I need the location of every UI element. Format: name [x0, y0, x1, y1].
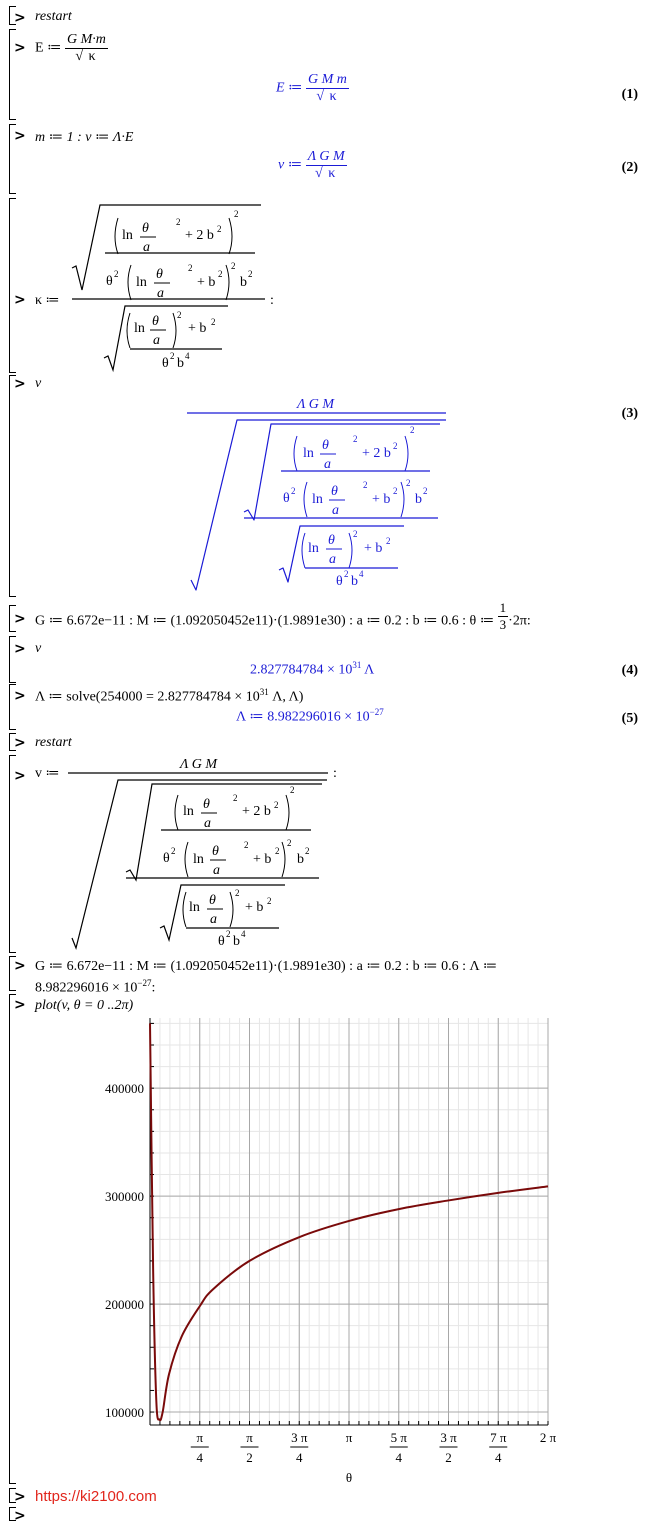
kappa-lhs: κ ≔ [35, 293, 60, 308]
svg-text:θ: θ [212, 844, 219, 859]
x-tick-label: π [196, 1430, 204, 1445]
svg-text:θ: θ [209, 893, 216, 908]
svg-text:+ 2 b: + 2 b [362, 446, 391, 461]
x-tick-label: 2 [246, 1450, 253, 1465]
svg-text:+ b: + b [372, 492, 391, 507]
svg-text:2: 2 [248, 269, 253, 279]
svg-text:b: b [297, 852, 304, 867]
svg-text:θ: θ [283, 491, 290, 506]
svg-text:θ: θ [106, 274, 113, 289]
prompt-icon[interactable]: > [14, 958, 26, 974]
x-tick-label: 2 π [539, 1430, 557, 1445]
input-v-eval[interactable]: v [35, 641, 42, 656]
svg-text:2: 2 [233, 793, 238, 803]
x-tick-label: 3 π [291, 1430, 308, 1445]
svg-text:4: 4 [185, 351, 190, 361]
svg-text:θ: θ [142, 221, 149, 236]
svg-text:2: 2 [267, 896, 272, 906]
svg-text:ln: ln [122, 228, 133, 243]
svg-text:θ: θ [156, 267, 163, 282]
svg-text:4: 4 [359, 569, 364, 579]
output-E: E ≔ $\frac{\text{G M m}}{√ \kappa}$ [276, 72, 347, 104]
svg-text:θ: θ [152, 314, 159, 329]
svg-text:θ: θ [203, 797, 210, 812]
y-tick-label: 300000 [105, 1189, 144, 1205]
prompt-icon[interactable]: > [14, 768, 26, 784]
svg-text:2: 2 [423, 486, 428, 496]
svg-text:2: 2 [353, 434, 358, 444]
input-parameters[interactable]: G ≔ 6.672e−11 : M ≔ (1.092050452e11)·(1.9891e30) : a ≔ 0.2 : b ≔ 0.6 : θ ≔ $\frac{1}{3}$ ·2π: [35, 600, 531, 632]
prompt-icon[interactable]: > [14, 735, 26, 751]
x-tick-label: 4 [296, 1450, 303, 1465]
equation-label: (2) [621, 160, 638, 175]
svg-text:a: a [210, 912, 217, 927]
prompt-icon[interactable]: > [14, 376, 26, 392]
svg-text:a: a [324, 457, 331, 472]
svg-text:2: 2 [290, 785, 295, 795]
output-v-value: $2.827784784 \times 10^{31}$ Λ [250, 660, 375, 678]
input-parameters-2[interactable]: G ≔ 6.672e−11 : M ≔ (1.092050452e11)·(1.9891e30) : a ≔ 0.2 : b ≔ 0.6 : Λ ≔ $8.982296016 \times 10^{-27}$: [35, 959, 498, 996]
equation-label: (3) [621, 406, 638, 421]
equation-label: (1) [621, 87, 638, 102]
y-tick-label: 200000 [105, 1297, 144, 1313]
svg-text:2: 2 [231, 261, 236, 271]
input-restart[interactable]: restart [35, 9, 72, 24]
x-tick-label: 4 [196, 1450, 203, 1465]
prompt-icon[interactable]: > [14, 1508, 26, 1524]
svg-text:θ: θ [331, 484, 338, 499]
svg-text:b: b [233, 934, 240, 949]
svg-text:ln: ln [183, 804, 194, 819]
v-def-end: : [333, 766, 337, 781]
svg-text:a: a [329, 552, 336, 567]
svg-text:+ b: + b [197, 275, 216, 290]
x-tick-label: 4 [395, 1450, 402, 1465]
svg-text:θ: θ [322, 438, 329, 453]
prompt-icon[interactable]: > [14, 128, 26, 144]
svg-text:θ: θ [163, 851, 170, 866]
prompt-icon[interactable]: > [14, 1489, 26, 1505]
svg-text:2: 2 [211, 317, 216, 327]
svg-text:4: 4 [241, 929, 246, 939]
svg-text:a: a [332, 503, 339, 518]
x-tick-label: π [345, 1430, 353, 1445]
website-link[interactable]: https://ki2100.com [35, 1488, 157, 1505]
x-tick-label: 5 π [390, 1430, 407, 1445]
svg-text:+ 2 b: + 2 b [185, 228, 214, 243]
equation-label: (5) [621, 711, 638, 726]
svg-text:ln: ln [189, 900, 200, 915]
svg-text:b: b [240, 275, 247, 290]
svg-text:ln: ln [312, 492, 323, 507]
prompt-icon[interactable]: > [14, 641, 26, 657]
svg-text:θ: θ [218, 934, 225, 949]
svg-text:θ: θ [328, 533, 335, 548]
svg-text:2: 2 [406, 478, 411, 488]
svg-text:a: a [157, 286, 164, 301]
svg-text:+ 2 b: + 2 b [242, 804, 271, 819]
input-E-definition[interactable]: E ≔ $\frac{\text{G M·m}}{√ \kappa}$ [35, 32, 106, 64]
svg-text:a: a [213, 863, 220, 878]
svg-text:a: a [204, 816, 211, 831]
svg-text:2: 2 [226, 929, 231, 939]
svg-text:2: 2 [274, 800, 279, 810]
svg-text:+ b: + b [245, 900, 264, 915]
input-v[interactable]: v [35, 376, 42, 391]
svg-text:a: a [153, 333, 160, 348]
svg-text:2: 2 [393, 441, 398, 451]
prompt-icon[interactable]: > [14, 10, 26, 26]
input-solve[interactable]: Λ ≔ solve(254000 = $2.827784784 \times 10^{31}$ Λ, Λ) [35, 687, 304, 705]
svg-text:+ b: + b [253, 852, 272, 867]
input-plot[interactable]: plot(v, θ = 0 ..2π) [35, 998, 134, 1013]
svg-text:2: 2 [275, 846, 280, 856]
svg-text:2: 2 [305, 846, 310, 856]
svg-text:a: a [143, 240, 150, 255]
svg-text:2: 2 [244, 840, 249, 850]
prompt-icon[interactable]: > [14, 611, 26, 627]
svg-text:2: 2 [386, 536, 391, 546]
x-tick-label: π [246, 1430, 253, 1445]
svg-text:2: 2 [218, 269, 223, 279]
svg-text:b: b [351, 574, 358, 589]
y-tick-label: 400000 [105, 1081, 144, 1097]
svg-text:2: 2 [171, 846, 176, 856]
svg-text:ln: ln [308, 541, 319, 556]
prompt-icon[interactable]: > [14, 40, 26, 56]
svg-text:2: 2 [235, 888, 240, 898]
svg-text:2: 2 [114, 269, 119, 279]
svg-text:2: 2 [170, 351, 175, 361]
svg-text:2: 2 [188, 263, 193, 273]
svg-text:2: 2 [287, 838, 292, 848]
svg-text:2: 2 [363, 480, 368, 490]
svg-text:+ b: + b [364, 541, 383, 556]
y-tick-label: 100000 [105, 1405, 144, 1421]
svg-text:2: 2 [176, 217, 181, 227]
svg-text:ln: ln [136, 275, 147, 290]
x-tick-label: 2 [445, 1450, 452, 1465]
svg-text:θ: θ [162, 356, 169, 371]
x-tick-label: 4 [495, 1450, 502, 1465]
x-tick-label: 7 π [490, 1430, 507, 1445]
prompt-icon[interactable]: > [14, 997, 26, 1013]
prompt-icon[interactable]: > [14, 292, 26, 308]
output-lambda: Λ ≔ $8.982296016 \times 10^{-27}$ [236, 707, 384, 725]
equation-label: (4) [621, 663, 638, 678]
svg-text:ln: ln [303, 446, 314, 461]
svg-text:2: 2 [410, 425, 415, 435]
prompt-icon[interactable]: > [14, 688, 26, 704]
v-def-numerator: Λ G M [180, 757, 217, 772]
kappa-end: : [270, 293, 274, 308]
x-axis-label: θ [345, 1470, 353, 1485]
svg-text:θ: θ [336, 574, 343, 589]
svg-text:+ b: + b [188, 321, 207, 336]
v-output-numerator: Λ G M [297, 397, 334, 412]
output-v: v ≔ $\frac{\text{Λ G M}}{√ \kappa}$ [278, 149, 345, 181]
svg-text:2: 2 [234, 209, 239, 219]
svg-text:b: b [415, 492, 422, 507]
svg-text:2: 2 [217, 224, 222, 234]
svg-text:ln: ln [134, 321, 145, 336]
svg-text:2: 2 [344, 569, 349, 579]
v-def-lhs: v ≔ [35, 766, 60, 781]
x-tick-label: 3 π [440, 1430, 457, 1445]
svg-text:2: 2 [177, 310, 182, 320]
input-restart[interactable]: restart [35, 735, 72, 750]
svg-text:2: 2 [353, 529, 358, 539]
input-m-v[interactable]: m ≔ 1 : v ≔ Λ·E [35, 130, 134, 145]
svg-text:b: b [177, 356, 184, 371]
svg-text:2: 2 [393, 486, 398, 496]
svg-text:ln: ln [193, 852, 204, 867]
svg-text:2: 2 [291, 486, 296, 496]
